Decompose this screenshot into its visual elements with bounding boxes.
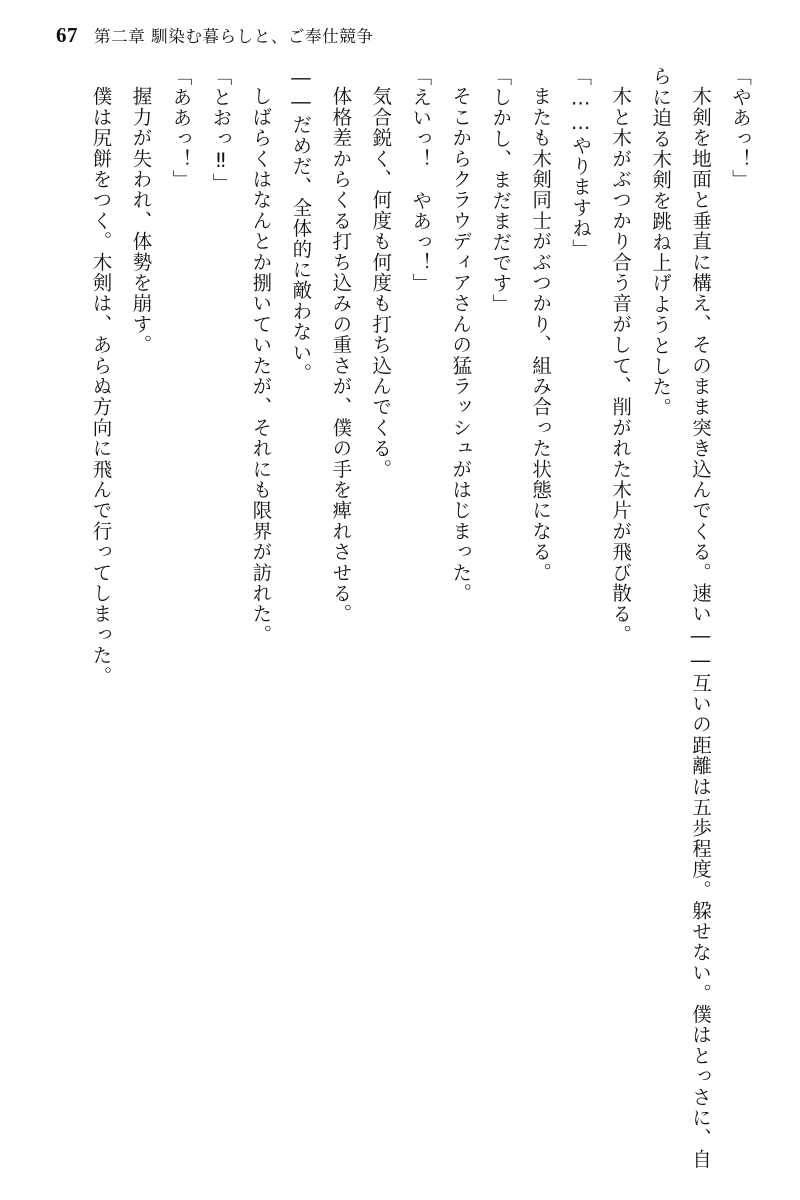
paragraph: しばらくはなんとか捌いていたが、それにも限界が訪れた。: [249, 85, 273, 645]
running-header: [56, 18, 744, 52]
page-number: 67: [56, 22, 78, 47]
paragraph: 握力が失われ、体勢を崩す。: [129, 85, 153, 355]
body-area: [48, 60, 760, 1172]
paragraph: 気合鋭く、何度も何度も打ち込んでくる。: [369, 85, 393, 479]
chapter-title: 第二章 馴染む暮らしと、ご奉仕競争: [94, 27, 374, 46]
paragraph: 「とおっ‼」: [209, 66, 233, 194]
paragraph: そこからクラウディアさんの猛ラッシュがはじまった。: [449, 85, 473, 603]
paragraph: ――だめだ、全体的に敵わない。: [289, 66, 313, 384]
paragraph: 「ああっ！」: [169, 66, 193, 191]
paragraph: 「しかし、まだまだです」: [489, 66, 513, 315]
paragraph: またも木剣同士がぶつかり、組み合った状態になる。: [529, 85, 553, 583]
paragraph: 体格差からくる打ち込みの重さが、僕の手を痺れさせる。: [329, 85, 353, 624]
paragraph: 「やあっ！」: [729, 66, 752, 191]
paragraph: 木剣を地面と垂直に構え、そのまま突き込んでくる。速い――互いの距離は五歩程度。躱せない。僕はとっさに、自らに迫る木剣を跳ね上げようとした。: [649, 66, 713, 1169]
paragraph: 「えいっ！ やあっ！」: [409, 66, 433, 294]
paragraph: 「……やりますね」: [569, 66, 593, 260]
vertical-text-block: [48, 60, 760, 1176]
paragraph: 木と木がぶつかり合う音がして、削がれた木片が飛び散る。: [609, 85, 633, 645]
paragraph: 僕は尻餅をつく。木剣は、あらぬ方向に飛んで行ってしまった。: [89, 85, 113, 686]
